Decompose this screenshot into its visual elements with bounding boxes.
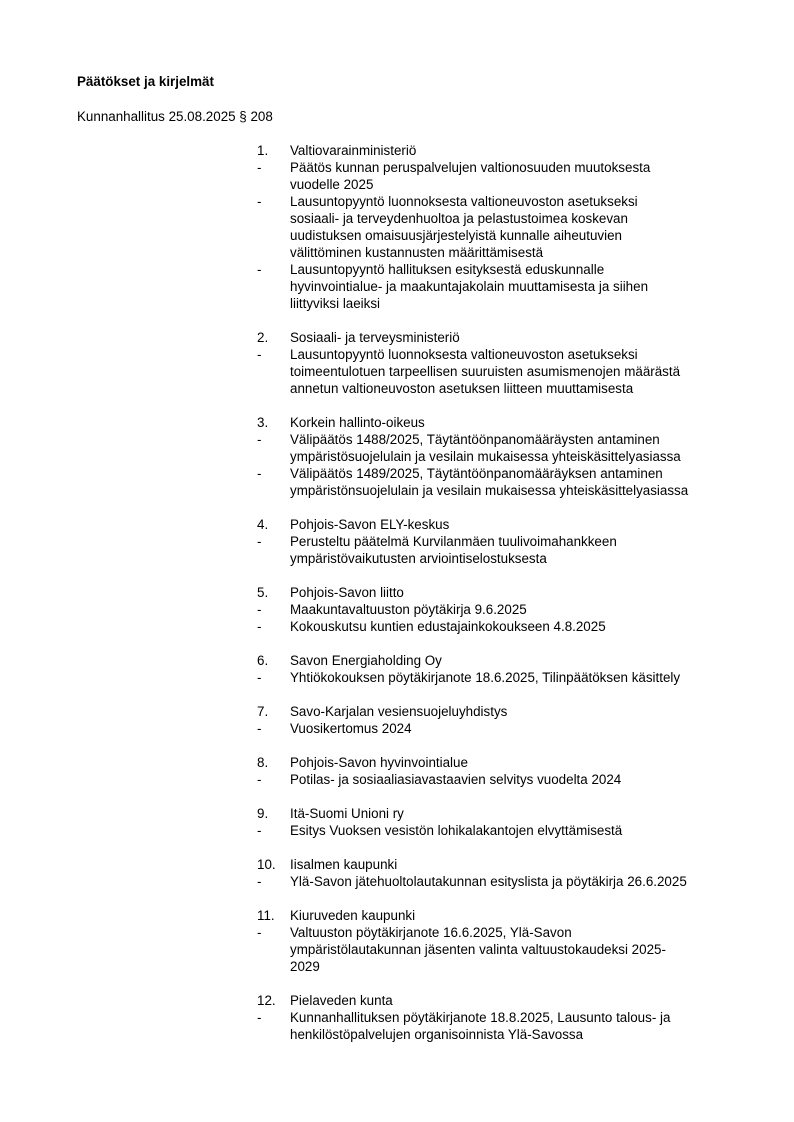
list-group bbox=[257, 754, 737, 788]
group-heading-row bbox=[257, 703, 737, 720]
item-text-line: Kokouskutsu kuntien edustajainkokoukseen 4.8.2025 bbox=[290, 619, 606, 634]
item-text-line: sosiaali- ja terveydenhuoltoa ja pelastustoimea koskevan bbox=[290, 211, 628, 226]
item-text-line: ympäristönsuojelulain ja vesilain mukaisessa yhteiskäsittelyasiassa bbox=[290, 483, 689, 498]
item-text-line: Yhtiökokouksen pöytäkirjanote 18.6.2025, Tilinpäätöksen käsittely bbox=[290, 670, 681, 685]
group-heading-row bbox=[257, 329, 737, 346]
item-text-line: vuodelle 2025 bbox=[290, 177, 374, 192]
sender-name: Kiuruveden kaupunki bbox=[290, 908, 416, 923]
list-item bbox=[257, 601, 737, 618]
item-text bbox=[290, 465, 737, 499]
list-item bbox=[257, 771, 737, 788]
list-item bbox=[257, 873, 737, 890]
group-number: 5. bbox=[257, 585, 269, 600]
dash-marker: - bbox=[257, 1010, 262, 1025]
item-text-line: Perusteltu päätelmä Kurvilanmäen tuulivoimahankkeen bbox=[290, 534, 617, 549]
item-text-line: Vuosikertomus 2024 bbox=[290, 721, 412, 736]
dash-marker: - bbox=[257, 670, 262, 685]
list-item bbox=[257, 465, 737, 499]
group-heading-row bbox=[257, 907, 737, 924]
dash-marker: - bbox=[257, 160, 262, 175]
group-number: 12. bbox=[257, 993, 276, 1008]
dash-marker: - bbox=[257, 262, 262, 277]
list-group bbox=[257, 703, 737, 737]
list-group bbox=[257, 414, 737, 499]
group-heading-row bbox=[257, 652, 737, 669]
group-heading-row bbox=[257, 142, 737, 159]
item-text-line: Kunnanhallituksen pöytäkirjanote 18.8.2025, Lausunto talous- ja bbox=[290, 1010, 671, 1025]
item-text-line: Välipäätös 1488/2025, Täytäntöönpanomääräysten antaminen bbox=[290, 432, 660, 447]
sender-name: Pohjois-Savon ELY-keskus bbox=[290, 517, 450, 532]
item-text-line: liittyviksi laeiksi bbox=[290, 296, 381, 311]
group-number: 1. bbox=[257, 143, 269, 158]
sender-name: Itä-Suomi Unioni ry bbox=[290, 806, 404, 821]
item-text bbox=[290, 873, 737, 890]
item-text-line: henkilöstöpalvelujen organisoinnista Ylä-Savossa bbox=[290, 1027, 584, 1042]
group-number: 9. bbox=[257, 806, 269, 821]
item-text-line: ympäristösuojelulain ja vesilain mukaisessa yhteiskäsittelyasiassa bbox=[290, 449, 681, 464]
list-item bbox=[257, 346, 737, 397]
group-number: 11. bbox=[257, 908, 275, 923]
sender-name: Pielaveden kunta bbox=[290, 993, 393, 1008]
group-number: 4. bbox=[257, 517, 269, 532]
item-text bbox=[290, 771, 737, 788]
item-text-line: Maakuntavaltuuston pöytäkirja 9.6.2025 bbox=[290, 602, 527, 617]
list-group bbox=[257, 992, 737, 1043]
item-text-line: Lausuntopyyntö hallituksen esityksestä eduskunnalle bbox=[290, 262, 605, 277]
item-text-line: hyvinvointialue- ja maakuntajakolain muuttamisesta ja siihen bbox=[290, 279, 649, 294]
item-text bbox=[290, 822, 737, 839]
item-text bbox=[290, 159, 737, 193]
list-item bbox=[257, 261, 737, 312]
group-number: 2. bbox=[257, 330, 269, 345]
item-text-line: Välipäätös 1489/2025, Täytäntöönpanomääräyksen antaminen bbox=[290, 466, 663, 481]
dash-marker: - bbox=[257, 721, 262, 736]
item-text-line: Lausuntopyyntö luonnoksesta valtioneuvoston asetukseksi bbox=[290, 194, 638, 209]
dash-marker: - bbox=[257, 772, 262, 787]
item-text-line: toimeentulotuen tarpeellisen suuruisten asumismenojen määrästä bbox=[290, 364, 681, 379]
dash-marker: - bbox=[257, 619, 262, 634]
list-item bbox=[257, 193, 737, 261]
item-text bbox=[290, 533, 737, 567]
group-heading-row bbox=[257, 414, 737, 431]
list-item bbox=[257, 720, 737, 737]
list-group bbox=[257, 805, 737, 839]
item-text bbox=[290, 1009, 737, 1043]
item-text bbox=[290, 669, 737, 686]
dash-marker: - bbox=[257, 602, 262, 617]
item-text-line: ympäristölautakunnan jäsenten valinta valtuustokaudeksi 2025- bbox=[290, 942, 666, 957]
group-heading-row bbox=[257, 856, 737, 873]
group-heading-row bbox=[257, 754, 737, 771]
item-text-line: Lausuntopyyntö luonnoksesta valtioneuvoston asetukseksi bbox=[290, 347, 638, 362]
item-text-line: välittöminen kustannusten määrittämisestä bbox=[290, 245, 544, 260]
decisions-list bbox=[257, 142, 737, 1060]
list-group bbox=[257, 329, 737, 397]
group-heading-row bbox=[257, 805, 737, 822]
item-text-line: Ylä-Savon jätehuoltolautakunnan esityslista ja pöytäkirja 26.6.2025 bbox=[290, 874, 687, 889]
group-number: 8. bbox=[257, 755, 269, 770]
dash-marker: - bbox=[257, 874, 262, 889]
list-group bbox=[257, 907, 737, 975]
item-text-line: Potilas- ja sosiaaliasiavastaavien selvitys vuodelta 2024 bbox=[290, 772, 622, 787]
group-heading-row bbox=[257, 992, 737, 1009]
sender-name: Iisalmen kaupunki bbox=[290, 857, 398, 872]
meeting-reference: Kunnanhallitus 25.08.2025 § 208 bbox=[77, 109, 273, 124]
document-heading: Päätökset ja kirjelmät bbox=[77, 74, 214, 89]
item-text bbox=[290, 346, 737, 397]
list-item bbox=[257, 1009, 737, 1043]
list-group bbox=[257, 856, 737, 890]
item-text bbox=[290, 618, 737, 635]
sender-name: Savon Energiaholding Oy bbox=[290, 653, 442, 668]
item-text-line: ympäristövaikutusten arviointiselostuksesta bbox=[290, 551, 547, 566]
sender-name: Pohjois-Savon hyvinvointialue bbox=[290, 755, 468, 770]
item-text-line: Valtuuston pöytäkirjanote 16.6.2025, Ylä-Savon bbox=[290, 925, 572, 940]
dash-marker: - bbox=[257, 194, 262, 209]
dash-marker: - bbox=[257, 432, 262, 447]
list-group bbox=[257, 516, 737, 567]
item-text bbox=[290, 431, 737, 465]
group-heading-row bbox=[257, 516, 737, 533]
item-text bbox=[290, 261, 737, 312]
item-text bbox=[290, 924, 737, 975]
item-text-line: 2029 bbox=[290, 959, 320, 974]
list-item bbox=[257, 431, 737, 465]
sender-name: Sosiaali- ja terveysministeriö bbox=[290, 330, 460, 345]
item-text-line: Päätös kunnan peruspalvelujen valtionosuuden muutoksesta bbox=[290, 160, 651, 175]
group-number: 3. bbox=[257, 415, 269, 430]
list-item bbox=[257, 533, 737, 567]
item-text bbox=[290, 601, 737, 618]
sender-name: Savo-Karjalan vesiensuojeluyhdistys bbox=[290, 704, 508, 719]
list-item bbox=[257, 669, 737, 686]
dash-marker: - bbox=[257, 466, 262, 481]
group-heading-row bbox=[257, 584, 737, 601]
group-number: 7. bbox=[257, 704, 269, 719]
dash-marker: - bbox=[257, 823, 262, 838]
sender-name: Pohjois-Savon liitto bbox=[290, 585, 404, 600]
dash-marker: - bbox=[257, 347, 262, 362]
group-number: 10. bbox=[257, 857, 276, 872]
item-text-line: uudistuksen omaisuusjärjestelyistä kunnalle aiheutuvien bbox=[290, 228, 622, 243]
sender-name: Korkein hallinto-oikeus bbox=[290, 415, 425, 430]
item-text bbox=[290, 193, 737, 261]
list-item bbox=[257, 159, 737, 193]
dash-marker: - bbox=[257, 534, 262, 549]
list-item bbox=[257, 924, 737, 975]
item-text-line: annetun valtioneuvoston asetuksen liitteen muuttamisesta bbox=[290, 381, 634, 396]
list-group bbox=[257, 584, 737, 635]
item-text-line: Esitys Vuoksen vesistön lohikalakantojen elvyttämisestä bbox=[290, 823, 623, 838]
dash-marker: - bbox=[257, 925, 262, 940]
group-number: 6. bbox=[257, 653, 269, 668]
list-item bbox=[257, 822, 737, 839]
list-group bbox=[257, 652, 737, 686]
list-item bbox=[257, 618, 737, 635]
sender-name: Valtiovarainministeriö bbox=[290, 143, 417, 158]
item-text bbox=[290, 720, 737, 737]
list-group bbox=[257, 142, 737, 312]
